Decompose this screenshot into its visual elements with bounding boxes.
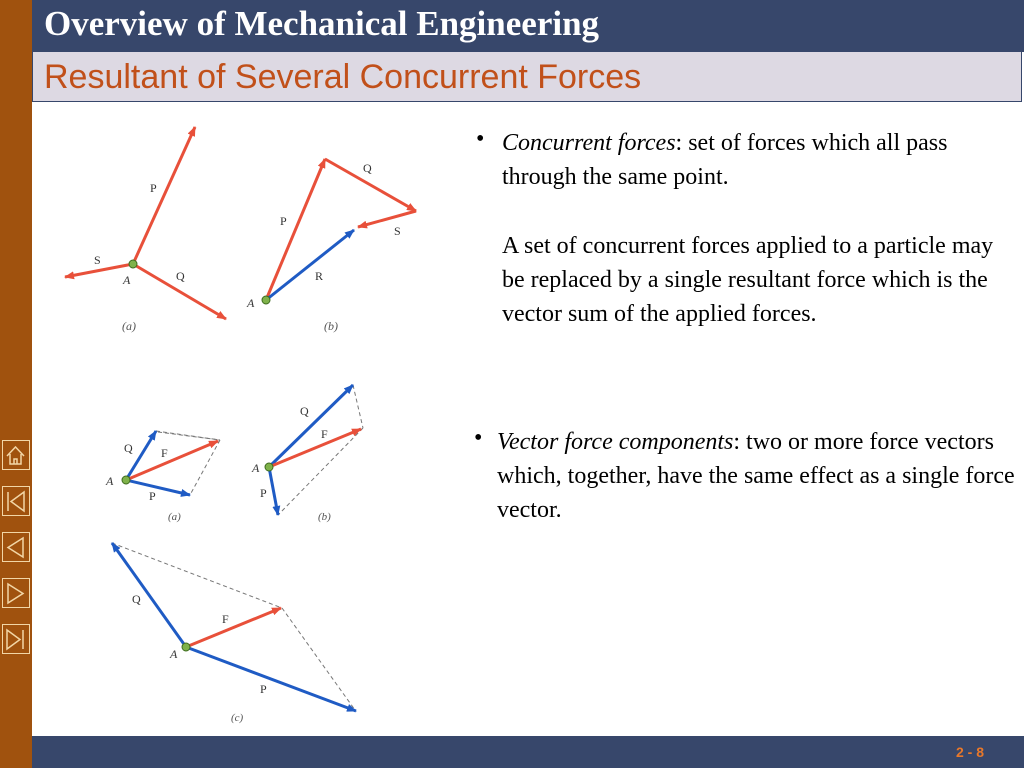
label-p: P — [280, 214, 287, 228]
label-f: F — [222, 612, 229, 626]
particle-point — [262, 296, 270, 304]
diagram-components-b — [251, 385, 363, 523]
previous-slide-button[interactable] — [2, 532, 30, 562]
bullet-vector-force-components — [497, 425, 1017, 527]
label-a: A — [106, 474, 114, 488]
footer-bar — [32, 736, 1024, 768]
page-title: Overview of Mechanical Engineering — [44, 4, 600, 43]
bullet-concurrent-forces — [502, 126, 1017, 194]
diagram-concurrent-forces-a — [65, 127, 226, 333]
home-icon — [3, 442, 28, 469]
label-a: A — [123, 273, 131, 287]
definition-vector-force-components: : two or more force vectors which, together, have the same effect as a single force vector. — [497, 429, 1015, 523]
first-slide-icon — [3, 488, 28, 515]
label-q: Q — [363, 161, 372, 175]
definition-concurrent-forces: : set of forces which all pass through the same point. — [502, 130, 948, 190]
label-a: A — [247, 296, 255, 310]
slide-subtitle: Resultant of Several Concurrent Forces — [44, 58, 642, 96]
label-p: P — [260, 486, 267, 500]
previous-slide-icon — [3, 534, 28, 561]
label-f: F — [321, 427, 328, 441]
next-slide-icon — [3, 580, 28, 607]
component-p-arrow — [126, 480, 190, 495]
last-slide-button[interactable] — [2, 624, 30, 654]
component-p-arrow — [269, 467, 278, 515]
label-q: Q — [176, 269, 185, 283]
paragraph-resultant: A set of concurrent forces applied to a particle may be replaced by a single resultant force which is the vector sum of the applied forces. — [502, 233, 994, 327]
particle-point — [265, 463, 273, 471]
label-p: P — [260, 682, 267, 696]
parallelogram-side — [278, 428, 363, 515]
force-f-arrow — [186, 608, 281, 647]
term-concurrent-forces: Concurrent forces — [502, 130, 676, 156]
component-q-arrow — [112, 543, 186, 647]
caption-a: (a) — [122, 319, 136, 333]
force-f-arrow — [269, 429, 361, 467]
component-p-arrow — [186, 647, 356, 711]
parallelogram-side — [190, 440, 220, 495]
home-button[interactable] — [2, 440, 30, 470]
bullet-marker: • — [476, 126, 485, 152]
label-q: Q — [300, 404, 309, 418]
label-p: P — [149, 489, 156, 503]
label-p: P — [150, 181, 157, 195]
force-p-arrow — [133, 127, 195, 264]
first-slide-button[interactable] — [2, 486, 30, 516]
parallelogram-side — [282, 608, 355, 710]
diagram-components-c — [112, 543, 356, 724]
label-a: A — [252, 461, 260, 475]
label-q: Q — [132, 592, 141, 606]
bullet-marker: • — [474, 425, 483, 451]
caption-c: (c) — [231, 712, 244, 724]
page-number: 2 - 8 — [955, 744, 984, 760]
label-r: R — [315, 269, 324, 283]
force-s-arrow — [358, 211, 416, 227]
caption-a: (a) — [168, 511, 181, 523]
particle-point — [129, 260, 137, 268]
diagram-components-a-drawn — [105, 431, 220, 523]
particle-point — [182, 643, 190, 651]
label-q: Q — [124, 441, 133, 455]
force-diagrams-figure — [40, 110, 440, 730]
label-f: F — [161, 446, 168, 460]
label-s: S — [94, 253, 101, 267]
force-f-arrow — [126, 441, 218, 480]
last-slide-icon — [3, 626, 28, 653]
caption-b: (b) — [324, 319, 338, 333]
label-a: A — [170, 647, 178, 661]
label-s: S — [394, 224, 401, 238]
diagram-force-polygon-b — [246, 159, 416, 333]
term-vector-force-components: Vector force components — [497, 429, 734, 455]
component-q-arrow — [269, 385, 353, 467]
particle-point — [122, 476, 130, 484]
caption-b: (b) — [318, 511, 331, 523]
parallelogram-side — [353, 385, 363, 428]
next-slide-button[interactable] — [2, 578, 30, 608]
